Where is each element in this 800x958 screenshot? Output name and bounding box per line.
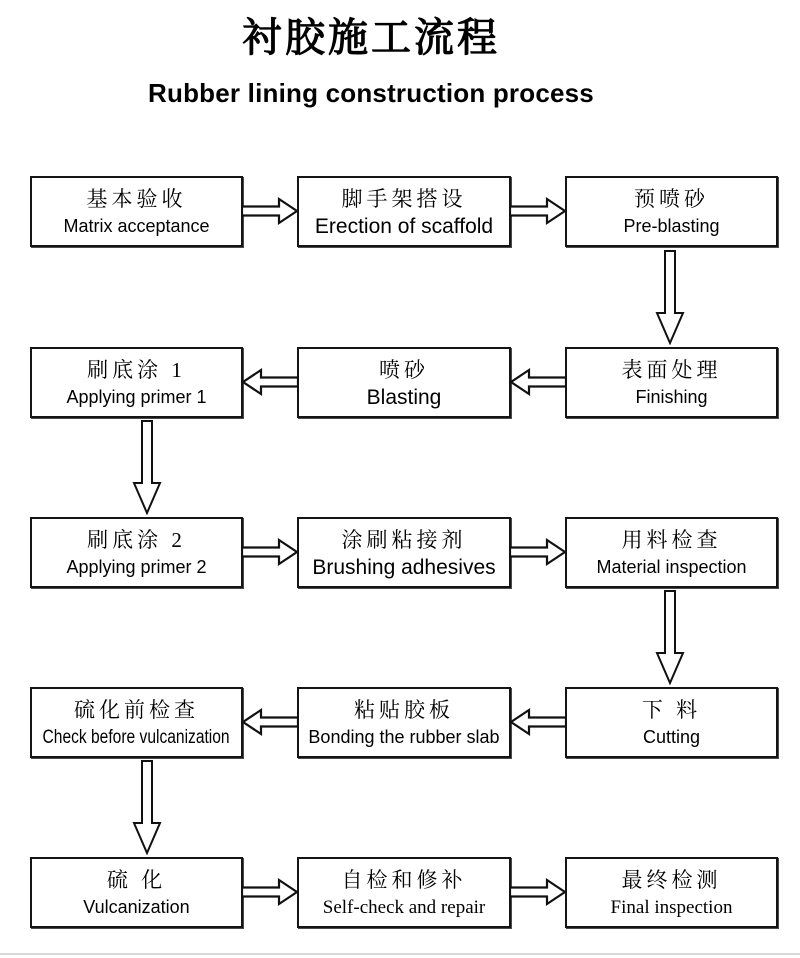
page-title-english: Rubber lining construction process bbox=[148, 78, 594, 108]
arrow-right-icon bbox=[509, 537, 567, 567]
arrow-left-icon bbox=[241, 367, 299, 397]
node-label-en: Self-check and repair bbox=[322, 896, 486, 918]
node-label-zh: 用料检查 bbox=[621, 527, 722, 552]
node-label-en: Vulcanization bbox=[83, 896, 190, 917]
flow-node-check-before-vulcanization bbox=[30, 687, 243, 758]
arrow-right-icon bbox=[241, 537, 299, 567]
arrow-right-icon bbox=[509, 196, 567, 226]
node-label-zh: 粘贴胶板 bbox=[354, 697, 454, 722]
arrow-left-icon bbox=[241, 707, 299, 737]
node-label-en: Brushing adhesives bbox=[312, 555, 496, 579]
node-label-en: Cutting bbox=[642, 726, 701, 747]
flow-node-applying-primer-2 bbox=[30, 517, 243, 588]
flow-node-blasting bbox=[297, 347, 511, 418]
node-label-zh: 刷底涂 1 bbox=[87, 357, 186, 382]
arrow-down-icon bbox=[655, 250, 685, 345]
flow-node-applying-primer-1 bbox=[30, 347, 243, 418]
node-label-zh: 脚手架搭设 bbox=[341, 186, 467, 211]
flow-node-material-inspection bbox=[565, 517, 778, 588]
node-label-en: Erection of scaffold bbox=[314, 214, 494, 238]
node-label-zh: 基本验收 bbox=[86, 186, 187, 211]
arrow-right-icon bbox=[241, 196, 299, 226]
flow-node-pre-blasting bbox=[565, 176, 778, 247]
arrow-right-icon bbox=[241, 877, 299, 907]
node-label-en: Finishing bbox=[635, 386, 708, 407]
flow-node-vulcanization bbox=[30, 857, 243, 928]
node-label-zh: 硫化前检查 bbox=[74, 697, 199, 722]
node-label-en: Applying primer 2 bbox=[66, 556, 207, 577]
flow-node-cutting bbox=[565, 687, 778, 758]
page-title-chinese: 衬胶施工流程 bbox=[242, 14, 500, 61]
node-label-zh: 自检和修补 bbox=[341, 867, 467, 892]
node-label-en: Bonding the rubber slab bbox=[308, 726, 500, 747]
flow-node-final-inspection bbox=[565, 857, 778, 928]
node-label-zh: 预喷砂 bbox=[634, 186, 709, 211]
node-label-zh: 涂刷粘接剂 bbox=[341, 527, 467, 552]
node-label-en: Check before vulcanization bbox=[42, 726, 231, 748]
node-label-zh: 下 料 bbox=[641, 697, 702, 722]
arrow-left-icon bbox=[509, 707, 567, 737]
node-label-zh: 最终检测 bbox=[621, 867, 722, 892]
node-label-zh: 表面处理 bbox=[621, 357, 722, 382]
page-bottom-divider bbox=[0, 953, 800, 955]
flow-node-matrix-acceptance bbox=[30, 176, 243, 247]
node-label-en: Pre-blasting bbox=[623, 215, 720, 236]
node-label-zh: 硫 化 bbox=[106, 867, 167, 892]
arrow-left-icon bbox=[509, 367, 567, 397]
flow-node-finishing bbox=[565, 347, 778, 418]
node-label-zh: 刷底涂 2 bbox=[87, 527, 186, 552]
arrow-down-icon bbox=[132, 420, 162, 515]
node-label-en: Matrix acceptance bbox=[63, 215, 210, 236]
node-label-en: Final inspection bbox=[610, 896, 733, 918]
node-label-en: Blasting bbox=[366, 385, 442, 409]
page-header bbox=[0, 0, 742, 109]
node-label-zh: 喷砂 bbox=[379, 357, 429, 382]
arrow-right-icon bbox=[509, 877, 567, 907]
arrow-down-icon bbox=[655, 590, 685, 685]
node-label-en: Material inspection bbox=[596, 556, 747, 577]
flow-node-erection-of-scaffold bbox=[297, 176, 511, 247]
node-label-en: Applying primer 1 bbox=[66, 386, 207, 407]
flow-node-self-check-and-repair bbox=[297, 857, 511, 928]
flow-node-bonding-the-rubber-slab bbox=[297, 687, 511, 758]
flow-node-brushing-adhesives bbox=[297, 517, 511, 588]
arrow-down-icon bbox=[132, 760, 162, 855]
